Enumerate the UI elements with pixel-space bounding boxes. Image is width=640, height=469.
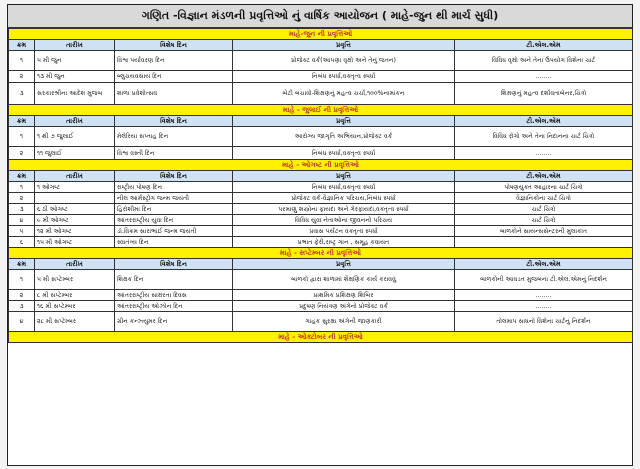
row-special-day: હિરોશીમા દિન <box>115 204 233 215</box>
row-activity: પ્રોજેક્ટ વર્ક-વૈજ્ઞાનિક પરિચય,નિબંધ સ્પર્ધા <box>233 193 455 204</box>
row-activity: બેટી બચાવો-શિક્ષણનું મહત્વ ચર્ચા,૧૦૦%નામાંકન <box>233 83 455 105</box>
row-number: ૩ <box>9 301 35 312</box>
row-special-day: શિક્ષક દિન <box>115 270 233 290</box>
table-row <box>9 270 633 290</box>
row-number: ૫ <box>9 226 35 237</box>
row-number: ૩ <box>9 83 35 105</box>
table-row <box>9 226 633 237</box>
column-header: તારીખ <box>35 40 115 51</box>
section-heading-row <box>9 105 633 116</box>
row-activity: નિબંધ સ્પર્ધા,વક્તૃત્વ સ્પર્ધા <box>233 71 455 83</box>
row-tlm: ........ <box>455 290 633 301</box>
section-heading: માહે - ઓક્ટોબર ની પ્રવૃત્તિઓ <box>9 332 633 343</box>
column-header-row <box>9 116 633 127</box>
row-special-day: વિશ્વ પર્યાવરણ દિન <box>115 51 233 71</box>
row-date: ૮ મી સપ્ટેમ્બર <box>35 290 115 301</box>
table-row <box>9 193 633 204</box>
column-header: ક્રમ <box>9 116 35 127</box>
plan-sheet <box>7 4 633 466</box>
row-date: ૬ ઠી ઓગષ્ટ <box>35 204 115 215</box>
row-activity: પ્રોજેક્ટ વર્ક(આપણા વૃક્ષો અને તેનું જતન) <box>233 51 455 71</box>
row-activity: પ્રદુષણ નિયંત્રણ અંગેનો પ્રોજેક્ટ વર્ક <box>233 301 455 312</box>
row-number: ૧ <box>9 182 35 193</box>
row-number: ૪ <box>9 312 35 332</box>
row-special-day: ગ્રીન કન્ઝ્યુમર દિન <box>115 312 233 332</box>
row-activity: પ્રાથમિક પ્રશિક્ષણ શિબિર <box>233 290 455 301</box>
table-row <box>9 147 633 160</box>
row-date: ૧૨ મી ઓગષ્ટ <box>35 226 115 237</box>
row-special-day: સ્વાતંત્ર્ય દિન <box>115 237 233 248</box>
table-row <box>9 182 633 193</box>
row-activity: નિબંધ સ્પર્ધા,વક્તૃત્વ સ્પર્ધા <box>233 147 455 160</box>
column-header: ક્રમ <box>9 40 35 51</box>
column-header: પ્રવૃત્તિ <box>233 40 455 51</box>
row-number: ૪ <box>9 215 35 226</box>
section-heading: માહે - ઓગષ્ટ ની પ્રવૃત્તિઓ <box>9 160 633 171</box>
row-number: ૨ <box>9 71 35 83</box>
row-date <box>35 193 115 204</box>
row-number: ૧ <box>9 270 35 290</box>
row-date: ૧ ઓગષ્ટ <box>35 182 115 193</box>
row-activity: ગાહક સુરક્ષા અંગેની જાણકારી <box>233 312 455 332</box>
column-header: ક્રમ <box>9 259 35 270</box>
row-number: ૧ <box>9 127 35 147</box>
row-tlm: ........ <box>455 71 633 83</box>
row-date: ૧ થી ૭ જુલાઈ <box>35 127 115 147</box>
section-heading: માહે-જુન ની પ્રવૃત્તિઓ <box>9 29 633 40</box>
row-activity: પ્રભાત ફેરી,રાષ્ટ્ર ગાન , સમૂહ કવાયત <box>233 237 455 248</box>
table-row <box>9 127 633 147</box>
row-activity: બાળકો દ્વારા શાળામાં શૈક્ષણિક કાર્ય કરાવવું <box>233 270 455 290</box>
row-special-day: રાષ્ટ્રીય પોષણ દિન <box>115 182 233 193</box>
section-heading-row <box>9 29 633 40</box>
row-tlm: બાળકોની આવડત મુજબના ટી.એલ.એમનું નિદર્શન <box>455 270 633 290</box>
row-date: ૧૫ મી ઓગષ્ટ <box>35 237 115 248</box>
row-number: ૩ <box>9 204 35 215</box>
row-tlm: પોષણયુક્ત આહારના ચાર્ટ ચિત્રો <box>455 182 633 193</box>
column-header: તારીખ <box>35 171 115 182</box>
table-row <box>9 71 633 83</box>
row-special-day: ડૉ.વિક્રમ સારાભાઈ જન્મ જયંતી <box>115 226 233 237</box>
row-date: ૧૧ જુલાઈ <box>35 147 115 160</box>
row-tlm: ........ <box>455 301 633 312</box>
row-tlm: ચાર્ટ ચિત્રો <box>455 215 633 226</box>
column-header: પ્રવૃત્તિ <box>233 259 455 270</box>
section-heading-row <box>9 160 633 171</box>
row-special-day: આંતરરાષ્ટ્રીય યુવા દિન <box>115 215 233 226</box>
row-tlm: વૈજ્ઞાનિકોના ચાર્ટ ચિત્રો <box>455 193 633 204</box>
row-tlm: તોલમાપ સાધનો વિશેના ચાર્ટનુ નિદર્શન <box>455 312 633 332</box>
row-special-day: મેલેરિયા સપ્તાહ દિન <box>115 127 233 147</box>
plan-table <box>8 28 633 343</box>
page-title: ગણિત -વિજ્ઞાન મંડળની પ્રવૃત્તિઓ નું વાર્ષિક આયોજન ( માહે-જુન થી માર્ચ સુધી) <box>8 5 632 28</box>
row-activity: પરમાણુ શસ્ત્રોના ફાયદા અને ગેરફાયદા,વક્તૃત્વ સ્પર્ધા <box>233 204 455 215</box>
column-header-row <box>9 40 633 51</box>
row-activity: પ્રવાસ પર્યટન વક્તૃત્વ સ્પર્ધા <box>233 226 455 237</box>
row-number: ૨ <box>9 147 35 160</box>
column-header: ટી.એલ.એમ <box>455 171 633 182</box>
column-header: વિશેષ દિન <box>115 171 233 182</box>
table-row <box>9 312 633 332</box>
table-row <box>9 237 633 248</box>
table-row <box>9 290 633 301</box>
column-header-row <box>9 171 633 182</box>
row-tlm: શિક્ષણનું મહત્વ દર્શાવતાબેનર,ચિત્રો <box>455 83 633 105</box>
table-row <box>9 83 633 105</box>
row-number: ૨ <box>9 290 35 301</box>
section-heading: માહે - સપ્ટેમ્બર ની પ્રવૃત્તિઓ <box>9 248 633 259</box>
row-date: ૫ મી સપ્ટેમ્બર <box>35 270 115 290</box>
row-date: સરકારશ્રીના આદેશ મુજબ <box>35 83 115 105</box>
column-header: પ્રવૃત્તિ <box>233 116 455 127</box>
row-special-day: આંતરરાષ્ટ્રીય ઓઝોન દિન <box>115 301 233 312</box>
row-activity: વિવિધ યુવા નેતાઓના જીવનનો પરિચય <box>233 215 455 226</box>
row-special-day: શાળા પ્રવેશોત્સવ <box>115 83 233 105</box>
table-row <box>9 301 633 312</box>
section-heading: માહે - જુલાઈ ની પ્રવૃત્તિઓ <box>9 105 633 116</box>
row-date: ૧૩ મી જુન <box>35 71 115 83</box>
row-special-day: બ્લુચયવસાય દિન <box>115 71 233 83</box>
row-date: ૧૬ મી સપ્ટેમ્બર <box>35 301 115 312</box>
section-heading-row <box>9 332 633 343</box>
row-date: ૨૮ મી સપ્ટેમ્બર <box>35 312 115 332</box>
column-header: પ્રવૃત્તિ <box>233 171 455 182</box>
column-header: ટી.એલ.એમ <box>455 259 633 270</box>
column-header-row <box>9 259 633 270</box>
row-special-day: નીલ આર્મસ્ટ્રોંગ જન્મ જયંતી <box>115 193 233 204</box>
row-special-day: વિશ્વ વસ્તી દિન <box>115 147 233 160</box>
column-header: તારીખ <box>35 259 115 270</box>
table-row <box>9 204 633 215</box>
column-header: વિશેષ દિન <box>115 116 233 127</box>
table-row <box>9 51 633 71</box>
row-number: ૧ <box>9 51 35 71</box>
section-heading-row <box>9 248 633 259</box>
row-tlm: ચાર્ટ ચિત્રો <box>455 204 633 215</box>
row-activity: નિબંધ સ્પર્ધા,વક્તૃત્વ સ્પર્ધા <box>233 182 455 193</box>
row-tlm: બાળકોને સાયન્સસેન્ટરની મુલાકાત <box>455 226 633 237</box>
table-row <box>9 215 633 226</box>
column-header: વિશેષ દિન <box>115 259 233 270</box>
row-date: ૯ મી ઓગષ્ટ <box>35 215 115 226</box>
row-tlm <box>455 237 633 248</box>
row-number: ૨ <box>9 193 35 204</box>
row-tlm: વિવિધ રોગો અને તેના નિદાનના ચાર્ટ ચિત્રો <box>455 127 633 147</box>
row-activity: આરોગ્ય જાગૃતિ અભિયાન,પ્રોજેક્ટ વર્ક <box>233 127 455 147</box>
row-number: ૬ <box>9 237 35 248</box>
row-tlm: વિવિધ વૃક્ષો અને તેના ઉપયોગ વિશેના ચાર્ટ <box>455 51 633 71</box>
column-header: તારીખ <box>35 116 115 127</box>
row-special-day: આંતરરાષ્ટ્રીય સાક્ષરતા દિવસ <box>115 290 233 301</box>
column-header: ક્રમ <box>9 171 35 182</box>
column-header: ટી.એલ.એમ <box>455 116 633 127</box>
row-date: ૫ મી જુન <box>35 51 115 71</box>
column-header: વિશેષ દિન <box>115 40 233 51</box>
column-header: ટી.એલ.એમ <box>455 40 633 51</box>
row-tlm: ........ <box>455 147 633 160</box>
